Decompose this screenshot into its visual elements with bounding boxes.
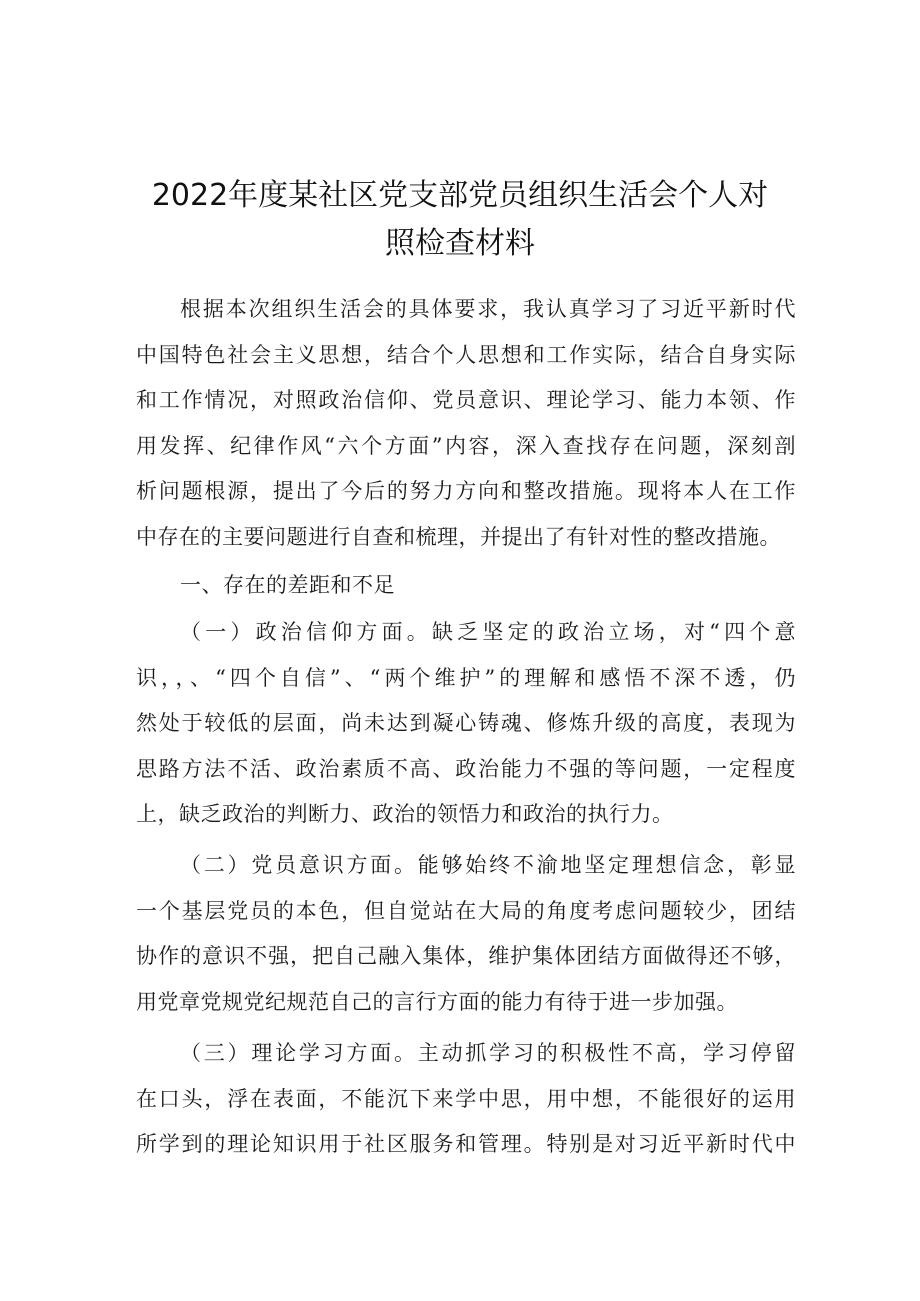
intro-line-5: 析问题根源，提出了今后的努力方向和整改措施。现将本人在工作 [136, 479, 796, 503]
intro-line-1: 根据本次组织生活会的具体要求，我认真学习了习近平新时代 [180, 297, 796, 321]
para1-line-2: 识，，、“四个自信”、“两个维护”的理解和感悟不深不透，仍 [136, 666, 796, 690]
para1-line-1: （一）政治信仰方面。缺乏坚定的政治立场，对“四个意 [180, 620, 796, 644]
para2-line-2: 一个基层党员的本色，但自觉站在大局的角度考虑问题较少，团结 [136, 899, 796, 923]
para2-line-3: 协作的意识不强，把自己融入集体，维护集体团结方面做得还不够， [136, 944, 796, 968]
document-title-line-1: 2022年度某社区党支部党员组织生活会个人对 [151, 178, 769, 213]
intro-line-3: 和工作情况，对照政治信仰、党员意识、理论学习、能力本领、作 [136, 388, 796, 412]
intro-line-6: 中存在的主要问题进行自查和梳理，并提出了有针对性的整改措施。 [136, 525, 781, 549]
intro-line-4: 用发挥、纪律作风“六个方面”内容，深入查找存在问题，深刻剖 [136, 434, 796, 458]
para3-line-2: 在口头，浮在表面，不能沉下来学中思，用中想，不能很好的运用 [136, 1087, 796, 1111]
section-heading: 一、存在的差距和不足 [180, 573, 395, 597]
para3-line-3: 所学到的理论知识用于社区服务和管理。特别是对习近平新时代中 [136, 1132, 796, 1156]
para2-line-1: （二）党员意识方面。能够始终不渝地坚定理想信念，彰显 [180, 853, 796, 877]
para1-line-4: 思路方法不活、政治素质不高、政治能力不强的等问题，一定程度 [136, 757, 796, 781]
document-title-line-2: 照检查材料 [385, 226, 535, 261]
intro-line-2: 中国特色社会主义思想，结合个人思想和工作实际，结合自身实际 [136, 343, 796, 367]
para3-line-1: （三）理论学习方面。主动抓学习的积极性不高，学习停留 [180, 1041, 796, 1065]
para2-line-4: 用党章党规党纪规范自己的言行方面的能力有待于进一步加强。 [136, 990, 738, 1014]
para1-line-5: 上，缺乏政治的判断力、政治的领悟力和政治的执行力。 [136, 802, 674, 826]
para1-line-3: 然处于较低的层面，尚未达到凝心铸魂、修炼升级的高度，表现为 [136, 711, 796, 735]
